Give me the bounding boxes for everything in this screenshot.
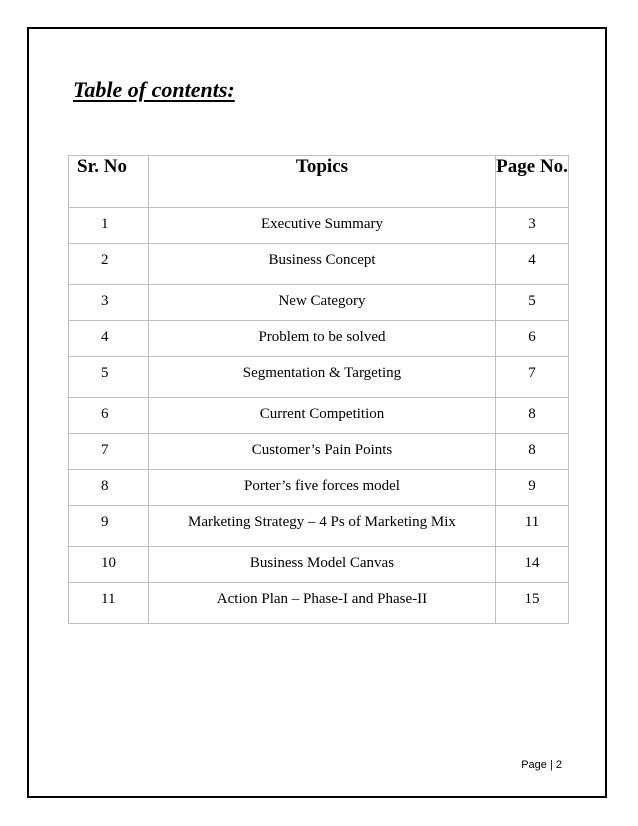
row-topic: Business Model Canvas [148,547,495,583]
toc-header-row [69,156,569,208]
row-page: 5 [496,285,569,321]
row-sr: 11 [69,583,149,624]
table-row [69,321,569,357]
row-sr: 7 [69,434,149,470]
row-sr: 5 [69,357,149,398]
table-row [69,208,569,244]
row-sr: 3 [69,285,149,321]
row-page: 9 [496,470,569,506]
table-row [69,434,569,470]
row-page: 8 [496,434,569,470]
table-row [69,398,569,434]
toc-table [68,155,569,624]
row-sr: 4 [69,321,149,357]
toc-title: Table of contents: [73,77,235,102]
row-sr: 8 [69,470,149,506]
row-topic: Problem to be solved [148,321,495,357]
row-sr: 1 [69,208,149,244]
row-page: 8 [496,398,569,434]
header-topics: Topics [148,156,495,208]
row-topic: Executive Summary [148,208,495,244]
header-sr-no: Sr. No [69,156,149,208]
row-sr: 10 [69,547,149,583]
page-number-footer: Page | 2 [521,759,562,771]
row-topic: Customer’s Pain Points [148,434,495,470]
row-sr: 9 [69,506,149,547]
table-row [69,470,569,506]
row-page: 11 [496,506,569,547]
table-row [69,357,569,398]
row-topic: Current Competition [148,398,495,434]
row-topic: Business Concept [148,244,495,285]
row-page: 3 [496,208,569,244]
header-page-no: Page No. [496,156,569,208]
row-page: 14 [496,547,569,583]
table-row [69,244,569,285]
table-row [69,506,569,547]
row-topic: New Category [148,285,495,321]
row-sr: 2 [69,244,149,285]
row-page: 4 [496,244,569,285]
table-row [69,547,569,583]
row-topic: Porter’s five forces model [148,470,495,506]
row-topic: Segmentation & Targeting [148,357,495,398]
row-page: 6 [496,321,569,357]
row-page: 15 [496,583,569,624]
row-page: 7 [496,357,569,398]
row-topic: Marketing Strategy – 4 Ps of Marketing Mix [148,506,495,547]
table-row [69,285,569,321]
row-sr: 6 [69,398,149,434]
row-topic: Action Plan – Phase-I and Phase-II [148,583,495,624]
table-row [69,583,569,624]
